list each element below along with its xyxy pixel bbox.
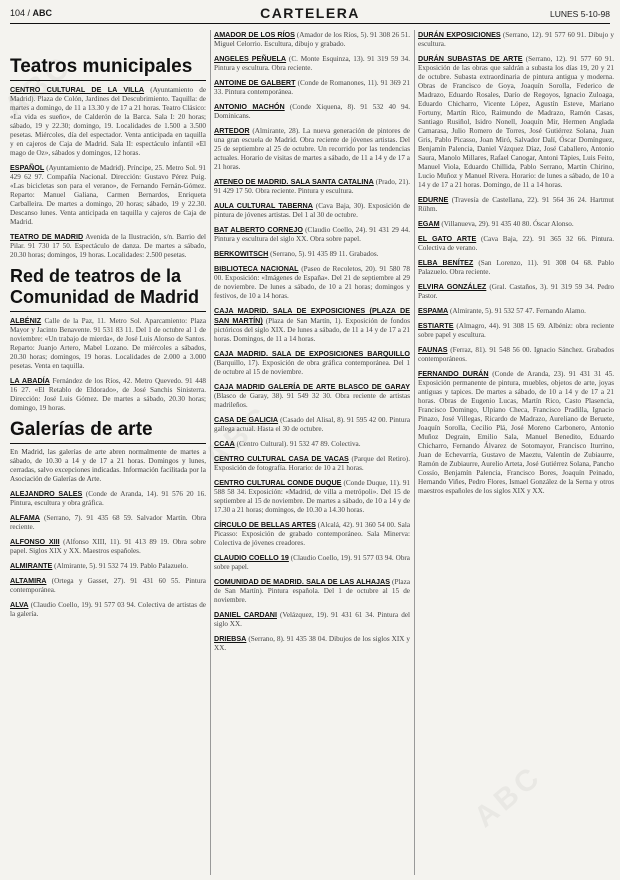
listing-name: ALMIRANTE — [10, 561, 53, 570]
listing-details: (Gral. Castaños, 3). 91 319 59 34. Pedro Pastor. — [418, 283, 614, 300]
listing-details: (Blasco de Garay, 38). 91 549 32 30. Obra reciente de artistas madrileños. — [214, 392, 410, 409]
listing-entry — [418, 30, 614, 49]
listing-name: ELVIRA GONZÁLEZ — [418, 282, 487, 291]
listing-details: Avenida de la Ilustración, s/n. Barrio del Pilar. 91 730 17 50. Espectáculo de danza. De martes a sábado, 20.30 horas; domingos, 19 horas. Localidades: 2.500 pesetas. — [10, 233, 206, 259]
listing-details: Fernández de los Ríos, 42. Metro Quevedo. 91 448 16 27. «El Retablo de Eldorado», de José Sanchis Sinisterra. Dirección: José Luis Gómez. De martes a sábado, 20.30 horas; domingo, 19 horas. — [10, 377, 206, 412]
listing-name: COMUNIDAD DE MADRID. SALA DE LAS ALHAJAS — [214, 577, 391, 586]
theatres-list — [10, 85, 206, 260]
listing-entry — [214, 577, 410, 605]
listing-name: BIBLIOTECA NACIONAL — [214, 264, 299, 273]
listing-name: CAJA MADRID. SALA DE EXPOSICIONES (PLAZA DE SAN MARTÍN) — [214, 306, 410, 325]
column-2 — [214, 30, 410, 875]
listing-name: ALBÉNIZ — [10, 316, 42, 325]
listing-details: (Plaza de San Martín). Pintura española. Del 1 de octubre al 15 de noviembre. — [214, 578, 410, 604]
listing-name: DURÁN SUBASTAS DE ARTE — [418, 54, 523, 63]
listing-name: ALTAMIRA — [10, 576, 47, 585]
listing-name: ESPAÑOL — [10, 163, 45, 172]
listing-details: (Claudio Coello, 19). 91 577 03 94. Colectiva de artistas de la galería. — [10, 601, 206, 618]
listing-entry — [214, 382, 410, 410]
listing-details: (Barquillo, 17). Exposición de obra gráfica contemporánea. Del 1 de octubre al 15 de noviembre. — [214, 359, 410, 376]
listing-name: ALEJANDRO SALES — [10, 489, 83, 498]
column-1 — [10, 30, 206, 875]
listing-name: FERNANDO DURÁN — [418, 369, 489, 378]
listing-entry — [214, 520, 410, 548]
listing-name: ESTIARTE — [418, 321, 454, 330]
listing-entry — [10, 163, 206, 227]
listing-entry — [214, 177, 410, 196]
listing-entry — [214, 78, 410, 97]
listing-entry — [214, 439, 410, 449]
listing-name: CENTRO CULTURAL DE LA VILLA — [10, 85, 145, 94]
listing-details: (Alcalá, 42). 91 360 54 00. Sala Picasso: Exposición de grabado contemporáneo. Sala Minerva: Colectiva de jóvenes creadores. — [214, 521, 410, 547]
listing-details: Calle de la Paz, 11. Metro Sol. Aparcamiento: Plaza Mayor y Jacinto Benavente. 91 531 83 11. Del 1 de octubre al 1 de noviembre: «Un trabajo de mierda», de José Luis Alonso de Santos. Reparto: Juanjo Artero, Mabel Lozano. De miércoles a sábados, 20.30 horas; domingos, 19 horas. Localidades de 2.000 a 3.000 pesetas. Venta en taquilla. — [10, 317, 206, 370]
listing-entry — [10, 376, 206, 413]
listing-name: AULA CULTURAL TABERNA — [214, 201, 313, 210]
listing-entry — [10, 561, 206, 571]
listing-details: (Claudio Coello, 19). 91 577 03 94. Obra sobre papel. — [214, 554, 410, 571]
column-rule-1 — [210, 30, 211, 875]
listing-details: (Serrano, 8). 91 435 38 04. Dibujos de los siglos XIX y XX. — [214, 635, 410, 652]
listing-details: (Almagro, 44). 91 308 15 69. Albéniz: obra reciente sobre papel y escultura. — [418, 322, 614, 339]
listing-name: DRIEBSA — [214, 634, 247, 643]
listing-details: (Serrano, 12). 91 577 60 91. Exposición de las obras que saldrán a subasta los días 19, 20 y 21 de octubre. Subasta extraordinaria de pintura antigua y moderna. Obras de Francisco de Goya, Joaquín Sorolla, Federico de Madrazo, Eduardo Rosales, Darío de Regoyos, Ignacio Zuloaga, Eduardo Chicharro, Vicente López, Agustín Esteve, Mariano Fortuny, Martín Rico, Raimundo de Madrazo, Ramón Casas, Santiago Rusiñol, Isidro Nonell, Joaquín Mir, Hermen Anglada Camarasa, Julio Romero de Torres, José Gutiérrez Solana, Juan Gris, Pablo Picasso, Joan Miró, Salvador Dalí, Óscar Domínguez, Benjamín Palencia, Daniel Vázquez Díaz, José Caballero, Antonio Saura, Manolo Millares, Rafael Canogar, Antoni Tàpies, Luis Feito, Manuel Viola, Eduardo Chillida, Pablo Serrano, Martín Chirino, Lucio Muñoz y Manuel Rivera. Horario: de lunes a sábado, de 10 a 14 y de 17 a 21 horas. Domingo, de 11 a 14 horas. — [418, 55, 614, 189]
listing-name: CÍRCULO DE BELLAS ARTES — [214, 520, 316, 529]
listing-details: (Plaza de San Martín, 1). Exposición de fondos pictóricos del siglo XIX. De lunes a sábado, de 11 a 14 y de 17 a 21 horas. Domingos, de 11 a 14 horas. — [214, 317, 410, 343]
galleries-list-cont — [214, 30, 410, 653]
listing-entry — [10, 576, 206, 595]
listing-name: ELBA BENÍTEZ — [418, 258, 474, 267]
listing-details: (Claudio Coello, 24). 91 431 29 44. Pintura y escultura del siglo XX. Obra sobre papel. — [214, 226, 410, 243]
listing-name: ANGELES PEÑUELA — [214, 54, 287, 63]
listing-name: ATENEO DE MADRID. SALA SANTA CATALINA — [214, 177, 374, 186]
listing-entry — [418, 54, 614, 190]
listing-name: ARTEDOR — [214, 126, 250, 135]
listing-entry — [418, 258, 614, 277]
listing-details: (Alfonso XIII, 11). 91 413 89 19. Obra sobre papel. Siglos XIX y XX. Maestros españoles. — [10, 538, 206, 555]
galleries-list-cont-2 — [418, 30, 614, 496]
listing-entry — [214, 126, 410, 172]
listing-entry — [418, 282, 614, 301]
page-header — [10, 6, 610, 24]
galleries-intro: En Madrid, las galerías de arte abren normalmente de martes a sábado, de 10.30 a 14 y de 17 a 21 horas. Domingos y lunes, cerradas, salvo excepciones indicadas. Información facilitada por la Asociación de Galerías de Arte. — [10, 448, 206, 483]
listing-details: (Cava Baja, 22). 91 365 32 66. Pintura. Colectiva de verano. — [418, 235, 614, 252]
listing-entry — [418, 234, 614, 253]
listing-entry — [418, 321, 614, 340]
listing-name: ANTOINE DE GALBERT — [214, 78, 296, 87]
listing-name: ALFAMA — [10, 513, 40, 522]
listing-details: (Conde de Aranda, 14). 91 576 20 16. Pintura, escultura y obra gráfica. — [10, 490, 206, 507]
listing-entry — [10, 85, 206, 158]
listing-entry — [214, 415, 410, 434]
listing-name: ALFONSO XIII — [10, 537, 60, 546]
listing-entry — [214, 264, 410, 301]
listing-details: (Paseo de Recoletos, 20). 91 580 78 00. Exposición: «Imágenes de España». Del 21 de septiembre al 29 de noviembre. De lunes a sábado, de 10 a 21 horas; domingos y festivos, de 10 a 14 horas. — [214, 265, 410, 300]
listing-name: ALVA — [10, 600, 29, 609]
listing-details: (Serrano, 7). 91 435 68 59. Salvador Martín. Obra reciente. — [10, 514, 206, 531]
listing-entry — [214, 349, 410, 377]
listing-entry — [214, 478, 410, 515]
listing-entry — [214, 54, 410, 73]
listing-details: (Villanueva, 29). 91 435 40 80. Óscar Alonso. — [441, 220, 574, 228]
listing-name: BAT ALBERTO CORNEJO — [214, 225, 303, 234]
page-info: 104 / ABC — [10, 8, 53, 18]
listing-entry — [10, 600, 206, 619]
listing-entry — [10, 316, 206, 371]
listing-name: CASA DE GALICIA — [214, 415, 279, 424]
listing-name: CENTRO CULTURAL CASA DE VACAS — [214, 454, 349, 463]
listing-details: (Amador de los Ríos, 5). 91 308 26 51. Miguel Celorrio. Escultura, dibujo y grabado. — [214, 31, 410, 48]
listing-details: (San Lorenzo, 11). 91 308 04 68. Pablo Palazuelo. Obra reciente. — [418, 259, 614, 276]
listing-details: (Ayuntamiento de Madrid). Príncipe, 25. Metro Sol. 91 429 62 97. Compañía Nacional. Dirección: Gustavo Pérez Puig. «Las bicicletas son para el verano», de Fernando Fernán-Gómez. Reparto: Manuel Galiana, Carmen Bernardos, Enriqueta Carballeira. De martes a domingo, 20 horas; sábado, 19 y 22.30. Descanso lunes. Venta anticipada en taquilla y cajeros de Caja de Madrid. — [10, 164, 206, 226]
listing-details: (Ortega y Gasset, 27). 91 431 60 55. Pintura contemporánea. — [10, 577, 206, 594]
listing-entry — [214, 102, 410, 121]
listing-name: CAJA MADRID GALERÍA DE ARTE BLASCO DE GARAY — [214, 382, 410, 391]
listing-entry — [10, 232, 206, 260]
listing-name: ESPAMA — [418, 306, 449, 315]
listing-details: (Ayuntamiento de Madrid). Plaza de Colón, Jardines del Descubrimiento. Taquilla: de martes a domingo, de 11 a 13.30 y de 17 a 21 horas. Teatro Clásico: «La vida es sueño», de Calderón de la Barca. Sala I: 20 horas; sábado, 19 y 22.30; domingo, 19. Localidades de 1.500 a 3.500 pesetas. Miércoles, día del espectador. Venta anticipada en taquilla y en cajeros de Caja de Madrid. Sala II: espectáculo infantil «El mago de Oz», sábados y domingos, 12 horas. — [10, 86, 206, 157]
listing-name: DURÁN EXPOSICIONES — [418, 30, 501, 39]
listing-entry — [214, 30, 410, 49]
listing-details: (Prado, 21). 91 429 17 50. Obra reciente. Pintura y escultura. — [214, 178, 410, 195]
listing-details: (Conde Xiquena, 8). 91 532 40 94. Dominicans. — [214, 103, 410, 120]
listing-details: (Almirante, 28). La nueva generación de pintores de una gran escuela de Madrid. Obra reciente de jóvenes artistas. Del 25 de septiembre al 25 de octubre. Un recorrido por las tendencias actuales. Horario de visitas de martes a sábado, de 11 a 14 y de 17 a 21 horas. — [214, 127, 410, 171]
listing-entry — [214, 201, 410, 220]
listing-name: EGAM — [418, 219, 440, 228]
listing-name: BERKOWITSCH — [214, 249, 269, 258]
listing-entry — [214, 553, 410, 572]
listing-details: (Serrano, 12). 91 577 60 91. Dibujo y escultura. — [418, 31, 614, 48]
listing-name: CAJA MADRID. SALA DE EXPOSICIONES BARQUILLO — [214, 349, 410, 358]
listing-entry — [418, 306, 614, 316]
section-heading-galleries: Galerías de arte — [10, 419, 206, 444]
listing-details: (Cava Baja, 30). Exposición de pintura de jóvenes artistas. Del 1 al 30 de octubre. — [214, 202, 410, 219]
section-title: CARTELERA — [260, 5, 360, 21]
publication-name: ABC — [32, 8, 53, 18]
listing-name: EDURNE — [418, 195, 449, 204]
listing-entry — [214, 610, 410, 629]
issue-date: LUNES 5-10-98 — [549, 9, 610, 19]
listing-name: EL GATO ARTE — [418, 234, 477, 243]
listing-name: FAUNAS — [418, 345, 448, 354]
listing-entry — [214, 249, 410, 259]
listing-entry — [10, 513, 206, 532]
section-heading-theatres: Teatros municipales — [10, 56, 206, 81]
listing-entry — [418, 369, 614, 496]
listing-details: (Almirante, 5). 91 532 74 19. Pablo Palazuelo. — [54, 562, 189, 570]
listing-details: (Conde Duque, 11). 91 588 58 34. Exposición: «Madrid, de villa a metrópoli». Del 15 de septiembre al 15 de noviembre. De martes a sábado, de 10 a 14 y de 17.30 a 21 horas; domingos, de 10.30 a 14.30 horas. — [214, 479, 410, 514]
listing-name: LA ABADÍA — [10, 376, 50, 385]
listing-details: (Velázquez, 19). 91 431 61 34. Pintura del siglo XX. — [214, 611, 410, 628]
column-rule-2 — [414, 30, 415, 875]
listing-details: (C. Monte Esquinza, 13). 91 319 59 34. Pintura y escultura. Obra reciente. — [214, 55, 410, 72]
listing-entry — [10, 489, 206, 508]
listing-name: DANIEL CARDANI — [214, 610, 277, 619]
listing-details: (Serrano, 5). 91 435 89 11. Grabados. — [270, 250, 379, 258]
listing-details: (Casado del Alisal, 8). 91 595 42 00. Pintura gallega actual. Hasta el 30 de octubre. — [214, 416, 410, 433]
listing-name: TEATRO DE MADRID — [10, 232, 84, 241]
page-number: 104 — [10, 8, 26, 18]
listing-name: CCAA — [214, 439, 235, 448]
listing-entry — [418, 219, 614, 229]
listing-entry — [418, 195, 614, 214]
listing-details: (Ferraz, 81). 91 548 56 00. Ignacio Sánchez. Grabados contemporáneos. — [418, 346, 614, 363]
listing-details: (Conde de Aranda, 23). 91 431 31 45. Exposición permanente de pintura, muebles, objetos de arte, joyas antiguas y tapices. De martes a sábado, de 10 a 14 y de 17 a 21 horas. Obras de Eugenio Lucas, Martín Rico, Casto Plasencia, Francisco Domingo, Ulpiano Checa, Francisco Pradilla, Ignacio Pinazo, José Villegas, Ricardo de Madrazo, Aureliano de Beruete, Joaquín Sorolla, Cecilio Plá, José Moreno Carbonero, Antonio Muñoz Degrain, Emilio Sala, Manuel Benedito, Eduardo Chicharro, Fernando Álvarez de Sotomayor, Francisco Iturrino, Juan de Echevarría, Gustavo de Maeztu, Valentín de Zubiaurre, Ramón de Zubiaurre, Aurelio Arteta, José Gutiérrez Solana, Pancho Cossío, Benjamín Palencia, Francisco Bores, Joaquín Peinado, Hernando Viñes, Pedro Flores, Ismael González de la Serna y otros maestros españoles de los siglos XIX y XX. — [418, 370, 614, 495]
listing-name: CLAUDIO COELLO 19 — [214, 553, 289, 562]
listing-entry — [418, 345, 614, 364]
listing-entry — [214, 454, 410, 473]
listing-name: ANTONIO MACHÓN — [214, 102, 285, 111]
red-teatros-list — [10, 316, 206, 413]
listing-details: (Centro Cultural). 91 532 47 89. Colectiva. — [236, 440, 361, 448]
galleries-list — [10, 489, 206, 619]
listing-details: (Parque del Retiro). Exposición de fotografía. Horario: de 10 a 21 horas. — [214, 455, 410, 472]
listing-name: AMADOR DE LOS RÍOS — [214, 30, 295, 39]
column-3 — [418, 30, 614, 875]
listing-entry — [214, 225, 410, 244]
listing-entry — [214, 634, 410, 653]
listing-entry — [214, 306, 410, 344]
listing-name: CENTRO CULTURAL CONDE DUQUE — [214, 478, 342, 487]
listing-details: (Almirante, 5). 91 532 57 47. Fernando Alamo. — [450, 307, 586, 315]
listing-entry — [10, 537, 206, 556]
listing-details: (Conde de Romanones, 11). 91 369 21 33. Pintura contemporánea. — [214, 79, 410, 96]
section-heading-red-teatros: Red de teatros de la Comunidad de Madrid — [10, 266, 206, 312]
listing-details: (Travesía de Castellana, 22). 91 564 36 24. Hartmut Rühm. — [418, 196, 614, 213]
